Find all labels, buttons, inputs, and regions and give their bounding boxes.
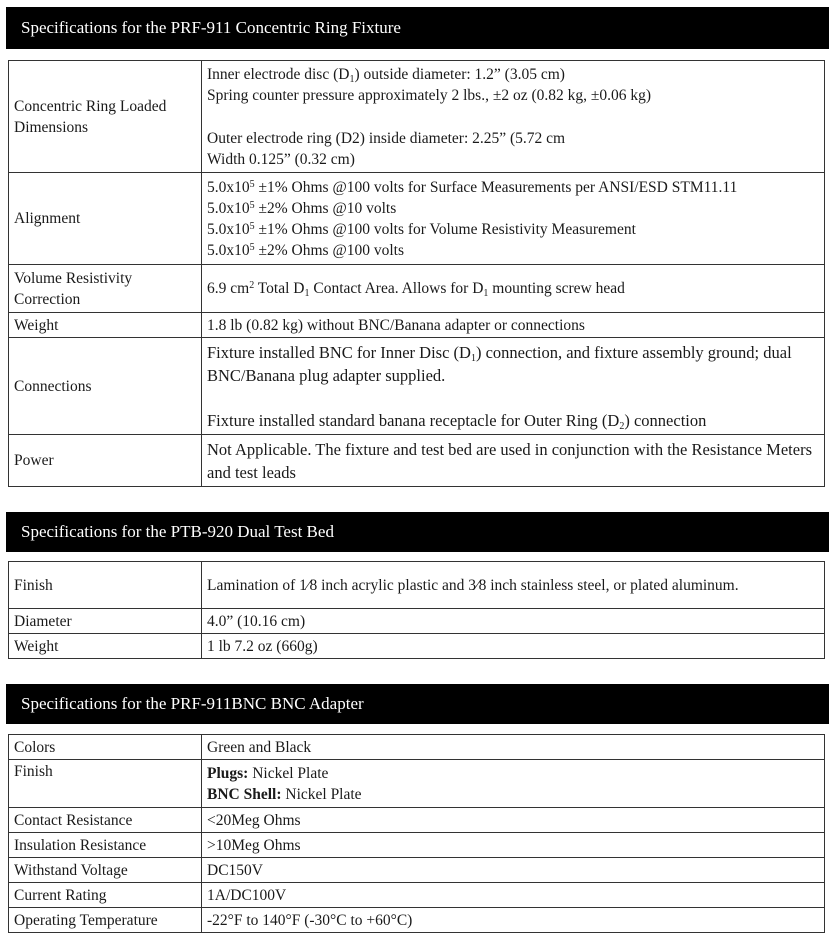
table-row [9, 313, 825, 338]
row-label: Withstand Voltage [9, 858, 202, 883]
section-title: Specifications for the PTB-920 Dual Test Bed [21, 522, 334, 541]
row-label: Current Rating [9, 883, 202, 908]
section-title: Specifications for the PRF-911BNC BNC Adapter [21, 694, 364, 713]
row-label: Finish [9, 562, 202, 609]
table-row [9, 760, 825, 808]
table-row [9, 735, 825, 760]
row-value: Lamination of 1⁄8 inch acrylic plastic and 3⁄8 inch stainless steel, or plated aluminum. [202, 562, 825, 609]
section-title: Specifications for the PRF-911 Concentric Ring Fixture [21, 18, 401, 37]
section-header-prf911bnc [6, 684, 829, 724]
row-label: Operating Temperature [9, 908, 202, 933]
table-row [9, 634, 825, 659]
row-value: 4.0” (10.16 cm) [202, 609, 825, 634]
section-header-prf911 [6, 7, 829, 49]
row-label: Finish [9, 760, 202, 808]
spec-table-ptb920 [8, 561, 825, 659]
table-row [9, 908, 825, 933]
table-row [9, 338, 825, 435]
row-value: <20Meg Ohms [202, 808, 825, 833]
row-label: Contact Resistance [9, 808, 202, 833]
row-value: 6.9 $cm^2$ Total $D_1$ Contact Area. Allows for $D_1$ mounting screw head [202, 265, 825, 313]
row-label: Volume Resistivity Correction [9, 265, 202, 313]
row-value: $5.0x10^5 \pm 1\%$ Ohms @100 volts for Surface Measurements per ANSI/ESD STM11.11 $5.0x10^5 \pm 2\%$ Ohms @10 volts $5.0x10^5 \pm 1\%$ Ohms @100 volts for Volume Resistivity Measurement $5.0x10^5 \pm 2\%$ Ohms @100 volts [202, 173, 825, 265]
row-label: Colors [9, 735, 202, 760]
row-value: Not Applicable. The fixture and test bed are used in conjunction with the Resistance Meters and test leads [202, 435, 825, 487]
row-label: Insulation Resistance [9, 833, 202, 858]
row-value: -22°F to 140°F (-30°C to +60°C) [202, 908, 825, 933]
row-value: 1 lb 7.2 oz (660g) [202, 634, 825, 659]
row-value: Fixture installed BNC for Inner Disc $(D_1)$ connection, and fixture assembly ground; dual BNC/Banana plug adapter supplied. Fixture installed standard banana receptacle for Outer Ring $(D_2)$ connection [202, 338, 825, 435]
row-value: DC150V [202, 858, 825, 883]
row-value: 1A/DC100V [202, 883, 825, 908]
section-header-ptb920 [6, 512, 829, 552]
row-label: Weight [9, 634, 202, 659]
row-label: Power [9, 435, 202, 487]
table-row [9, 883, 825, 908]
row-value: >10Meg Ohms [202, 833, 825, 858]
row-label: Connections [9, 338, 202, 435]
table-row [9, 61, 825, 173]
spec-table-prf911 [8, 60, 825, 487]
spec-table-prf911bnc [8, 734, 825, 933]
table-row [9, 833, 825, 858]
row-value: 1.8 lb (0.82 kg) without BNC/Banana adapter or connections [202, 313, 825, 338]
row-label: Weight [9, 313, 202, 338]
row-value: Inner electrode disc $(D_1)$ outside diameter: 1.2” (3.05 cm) Spring counter pressure approximately 2 lbs., ±2 oz (0.82 kg, ±0.06 kg) Outer electrode ring (D2) inside diameter: 2.25” (5.72 cm Width 0.125” (0.32 cm) [202, 61, 825, 173]
table-row [9, 562, 825, 609]
table-row [9, 808, 825, 833]
row-value: Plugs: Nickel Plate BNC Shell: Nickel Plate [202, 760, 825, 808]
row-label: Concentric Ring Loaded Dimensions [9, 61, 202, 173]
row-value: Green and Black [202, 735, 825, 760]
row-label: Diameter [9, 609, 202, 634]
table-row [9, 609, 825, 634]
row-label: Alignment [9, 173, 202, 265]
table-row [9, 435, 825, 487]
table-row [9, 265, 825, 313]
table-row [9, 173, 825, 265]
table-row [9, 858, 825, 883]
